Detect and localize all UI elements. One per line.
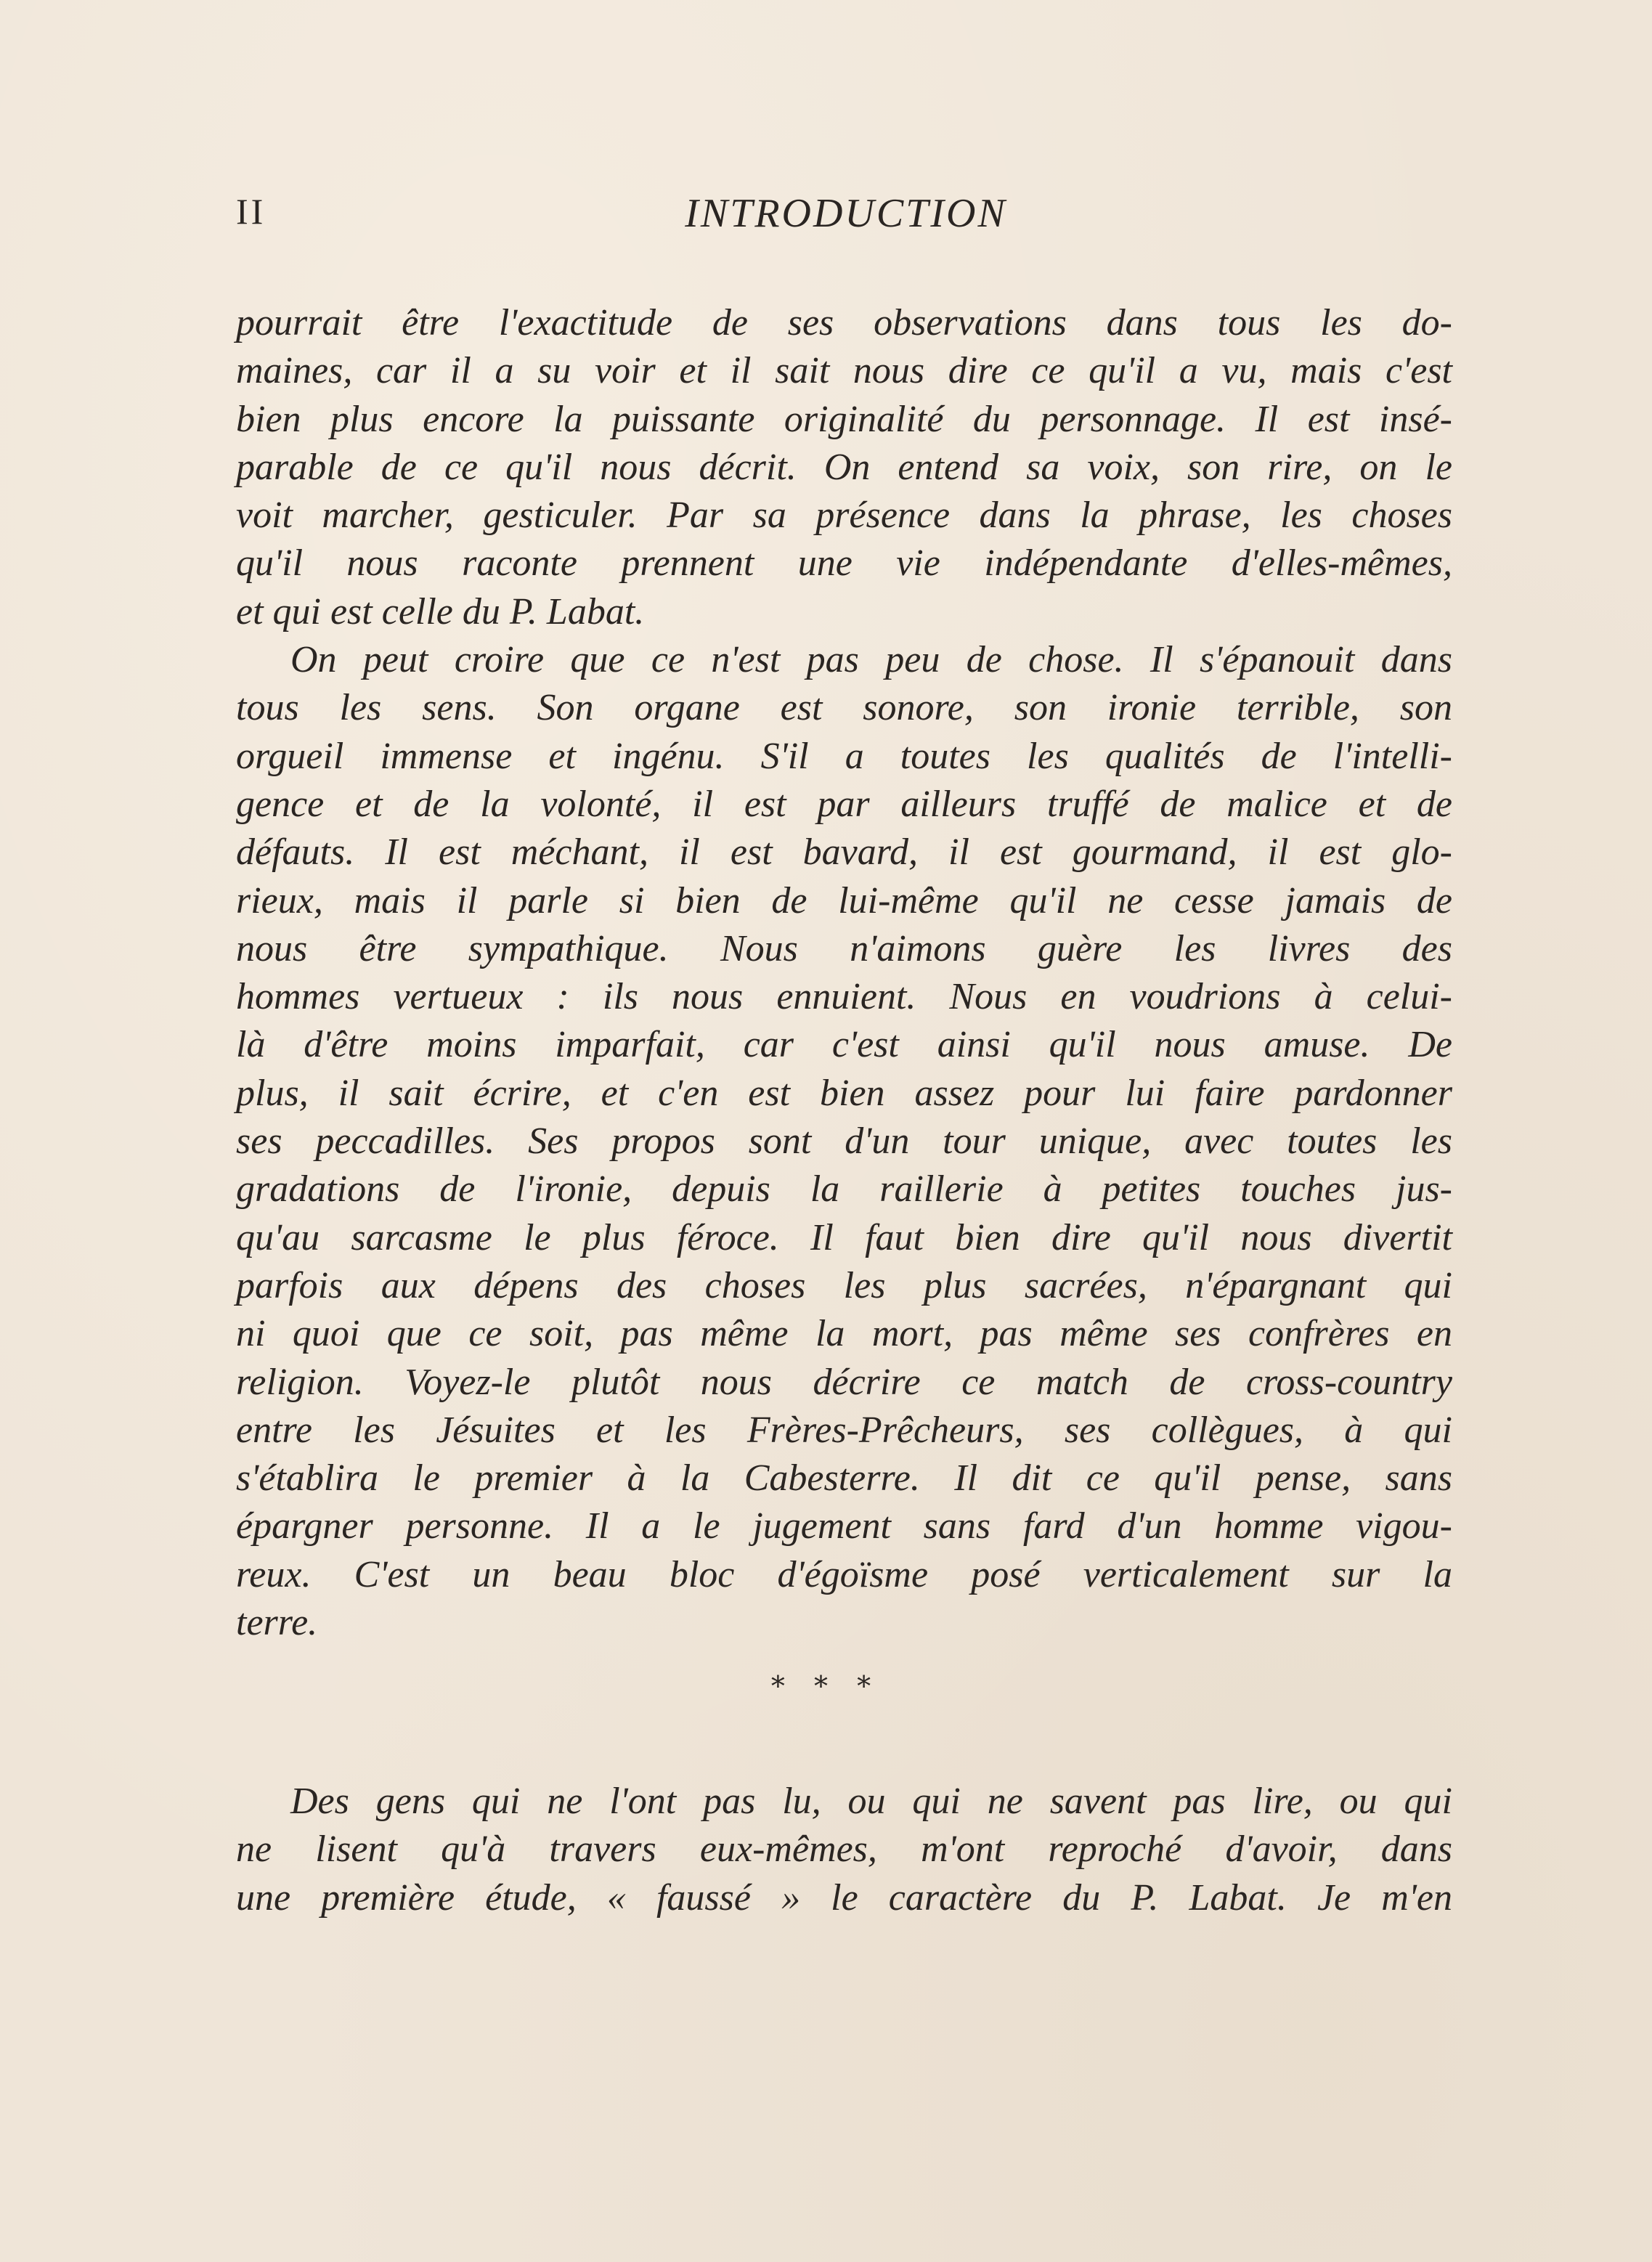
text-line: là d'être moins imparfait, car c'est ainsi qu'il nous amuse. De: [236, 1024, 1452, 1066]
text-line: maines, car il a su voir et il sait nous dire ce qu'il a vu, mais c'est: [236, 350, 1452, 392]
text-line: rieux, mais il parle si bien de lui-même qu'il ne cesse jamais de: [236, 879, 1452, 922]
text-line: Des gens qui ne l'ont pas lu, ou qui ne savent pas lire, ou qui: [290, 1781, 1452, 1822]
text-line: et qui est celle du P. Labat.: [236, 590, 645, 632]
text-line: qu'au sarcasme le plus féroce. Il faut bien dire qu'il nous divertit: [236, 1216, 1452, 1258]
text-line: On peut croire que ce n'est pas peu de chose. Il s'épanouit dans: [290, 639, 1452, 681]
text-line: reux. C'est un beau bloc d'égoïsme posé verticalement sur la: [236, 1553, 1452, 1595]
text-line: parable de ce qu'il nous décrit. On entend sa voix, son rire, on le: [236, 446, 1452, 488]
section-separator: * * *: [770, 1670, 882, 1702]
paragraph-2: [236, 636, 1452, 1647]
text-line: une première étude, « faussé » le caractère du P. Labat. Je m'en: [236, 1876, 1452, 1919]
text-line: bien plus encore la puissante originalité du personnage. Il est insé-: [236, 398, 1452, 440]
text-line: orgueil immense et ingénu. S'il a toutes les qualités de l'intelli-: [236, 735, 1452, 777]
body-text: [236, 299, 1452, 1647]
running-head: [236, 190, 1456, 241]
page-number: II: [236, 191, 266, 232]
paragraph-1: [236, 299, 1452, 636]
text-line: gradations de l'ironie, depuis la raillerie à petites touches jus-: [236, 1168, 1452, 1211]
text-line: religion. Voyez-le plutôt nous décrire ce match de cross-country: [236, 1361, 1452, 1403]
text-line: plus, il sait écrire, et c'en est bien assez pour lui faire pardonner: [236, 1072, 1452, 1114]
text-line: qu'il nous raconte prennent une vie indépendante d'elles-mêmes,: [236, 542, 1452, 585]
text-line: voit marcher, gesticuler. Par sa présence dans la phrase, les choses: [236, 495, 1452, 537]
text-line: gence et de la volonté, il est par ailleurs truffé de malice et de: [236, 783, 1452, 825]
running-title: INTRODUCTION: [685, 191, 1007, 236]
text-line: tous les sens. Son organe est sonore, son ironie terrible, son: [236, 687, 1452, 729]
text-line: nous être sympathique. Nous n'aimons guère les livres des: [236, 927, 1452, 969]
text-line: entre les Jésuites et les Frères-Prêcheurs, ses collègues, à qui: [236, 1409, 1452, 1451]
text-line: parfois aux dépens des choses les plus sacrées, n'épargnant qui: [236, 1264, 1452, 1306]
text-line: terre.: [236, 1602, 318, 1644]
paragraph-3: [236, 1778, 1452, 1922]
text-line: pourrait être l'exactitude de ses observations dans tous les do-: [236, 302, 1452, 343]
text-line: épargner personne. Il a le jugement sans fard d'un homme vigou-: [236, 1505, 1452, 1547]
text-line: hommes vertueux : ils nous ennuient. Nous en voudrions à celui-: [236, 976, 1452, 1018]
text-line: défauts. Il est méchant, il est bavard, il est gourmand, il est glo-: [236, 831, 1452, 874]
text-line: ni quoi que ce soit, pas même la mort, pas même ses confrères en: [236, 1313, 1452, 1355]
text-line: ne lisent qu'à travers eux-mêmes, m'ont reproché d'avoir, dans: [236, 1828, 1452, 1871]
text-line: s'établira le premier à la Cabesterre. Il dit ce qu'il pense, sans: [236, 1457, 1452, 1500]
text-line: ses peccadilles. Ses propos sont d'un tour unique, avec toutes les: [236, 1120, 1452, 1163]
